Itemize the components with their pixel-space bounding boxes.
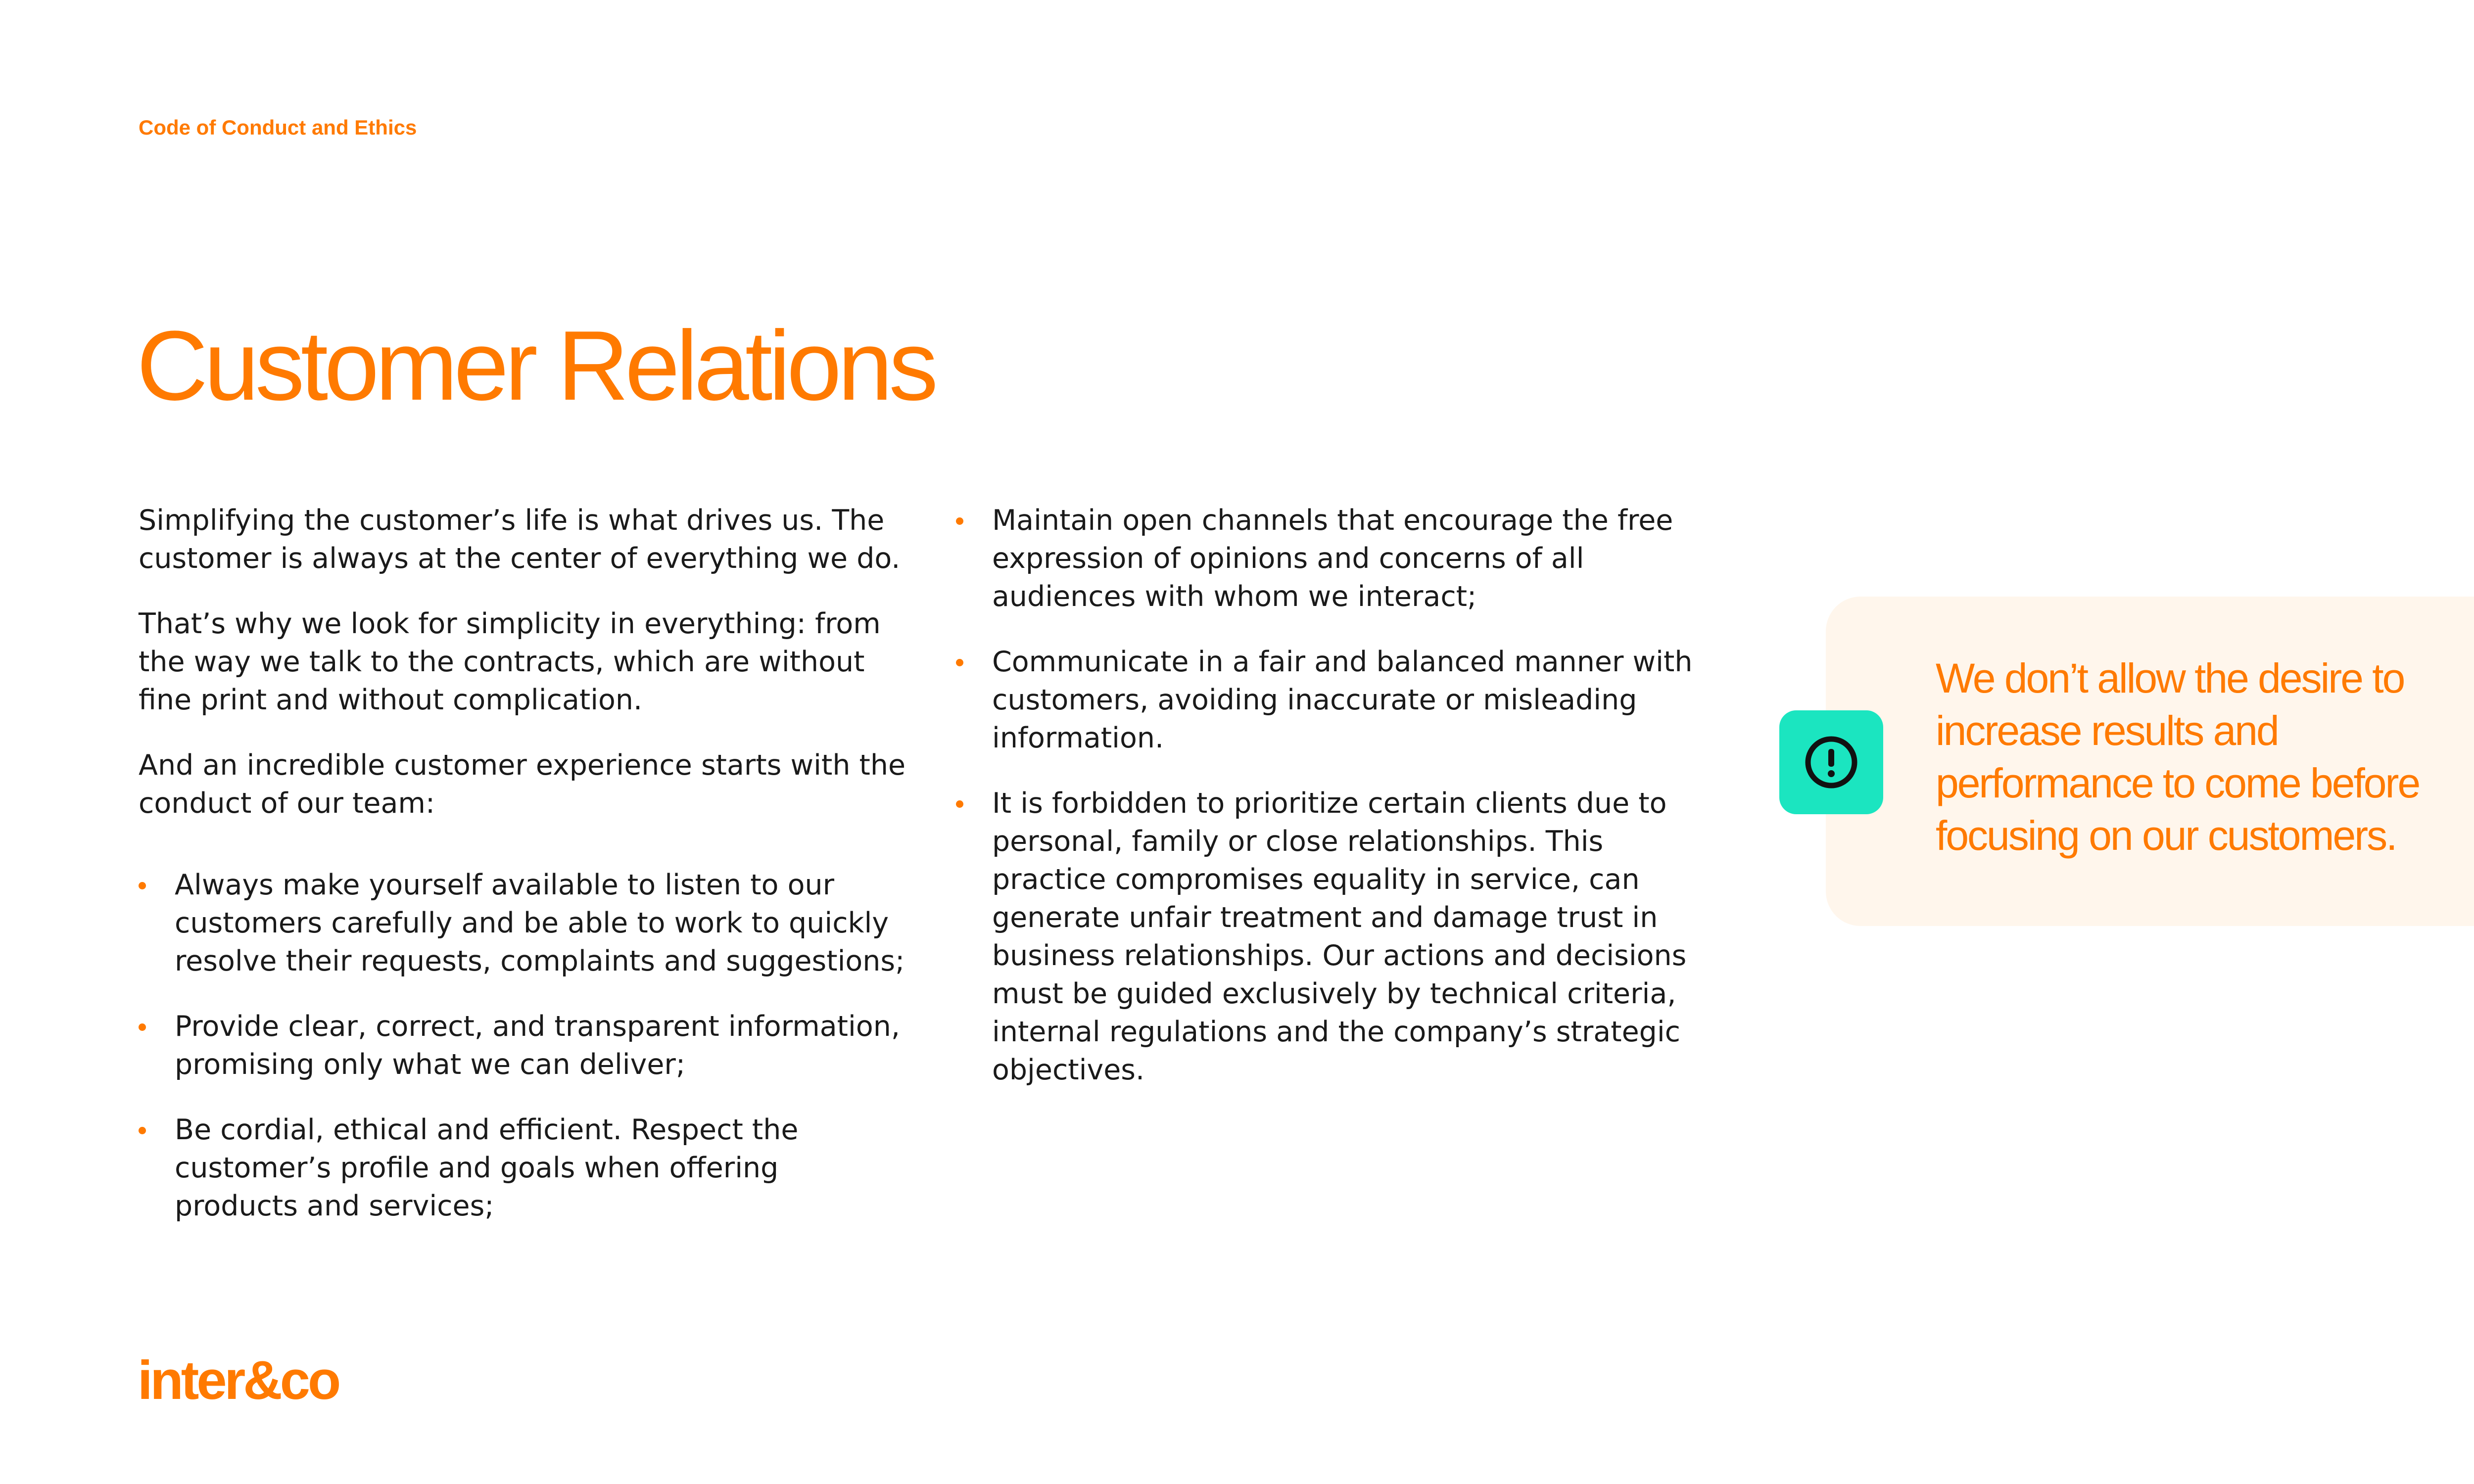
list-item: Always make yourself available to listen to our customers carefully and be able to work to quickly resolve their requests, complaints and suggestions; [139, 866, 910, 980]
alert-icon [1779, 710, 1883, 814]
simplicity-paragraph: That’s why we look for simplicity in everything: from the way we talk to the contracts, which are without fine print and without complication. [139, 607, 881, 716]
list-item: Communicate in a fair and balanced manner with customers, avoiding inaccurate or misleading information. [956, 643, 1718, 757]
intro-paragraph: Simplifying the customer’s life is what drives us. The customer is always at the center of everything we do. [139, 504, 901, 575]
conduct-paragraph: And an incredible customer experience starts with the conduct of our team: [139, 749, 906, 820]
company-logo: inter&co [138, 1350, 339, 1411]
page-title: Customer Relations [137, 311, 935, 421]
middle-column [956, 502, 1718, 1116]
list-item: Be cordial, ethical and efficient. Respect the customer’s profile and goals when offering products and services; [139, 1111, 910, 1225]
list-item: Maintain open channels that encourage the free expression of opinions and concerns of all audiences with whom we interact; [956, 502, 1718, 616]
callout-text: We don’t allow the desire to increase results and performance to come before focusing on our customers. [1936, 655, 2420, 859]
section-header: Code of Conduct and Ethics [139, 116, 417, 139]
conduct-list [139, 866, 910, 1225]
list-item: It is forbidden to prioritize certain clients due to personal, family or close relationships. This practice compromises equality in service, can generate unfair treatment and damage trust in business relationships. Our actions and decisions must be guided exclusively by technical criteria, internal regulations and the company’s strategic objectives. [956, 785, 1718, 1089]
conduct-list-continued [956, 502, 1718, 1089]
list-item: Provide clear, correct, and transparent information, promising only what we can deliver; [139, 1008, 910, 1084]
left-column [139, 502, 910, 1252]
